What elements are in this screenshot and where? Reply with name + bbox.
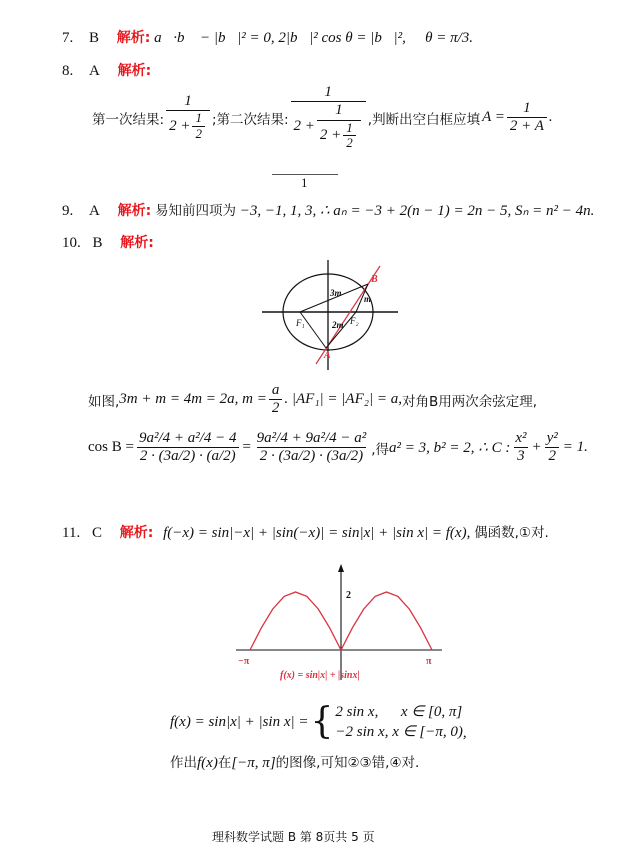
q8-conclusion-formula: A =: [482, 109, 505, 126]
q8-conclusion-frac-num: 1: [523, 99, 531, 116]
q8-first-frac-den: [166, 110, 210, 142]
q11-final-e: 的图像,可知②③错,④对.: [275, 755, 420, 771]
q10-ellipse-x-num: x²: [515, 430, 527, 446]
q10-ellipse-x-den: 3: [514, 447, 528, 465]
q9-answer: A: [89, 203, 100, 219]
page-break-number: 1: [301, 175, 308, 190]
fx-chart: [230, 562, 450, 690]
q11-formula: f(−x) = sin|−x| + |sin(−x)| = sin|x| + |sin x| = f(x),: [163, 525, 471, 541]
q8-second-inner-num: 1: [335, 102, 343, 119]
q11-tail: 偶函数,①对.: [474, 525, 549, 541]
q10-cos-frac1-den: 2 · (3a/2) · (a/2): [137, 447, 239, 465]
q10-cos-frac2-num: 9a²/4 + 9a²/4 − a²: [256, 430, 367, 446]
q8-first-fraction: [166, 93, 210, 142]
q10-cos-frac2-den: 2 · (3a/2) · (3a/2): [257, 447, 366, 465]
q11-final: [170, 752, 419, 774]
q10-cos-result: a² = 3, b² = 2, ∴ C :: [389, 440, 511, 457]
q10-line1-frac-den: 2: [269, 399, 283, 417]
q9-number: 9.: [62, 203, 74, 219]
q8-innermost-num: 1: [346, 119, 353, 135]
q10-line1: [88, 382, 537, 418]
q10-cos-frac2: [254, 430, 370, 466]
q8-conclusion-frac-den: 2 + A: [507, 117, 547, 135]
q8-innermost-den: 2: [343, 135, 356, 151]
q8-first-frac-inner: [192, 111, 205, 142]
q8-second-frac-den-lead: 2 +: [293, 118, 315, 135]
q10-label: 解析:: [120, 235, 154, 251]
q8-second-innermost-fraction: [343, 121, 356, 152]
q11-final-a: 作出: [170, 755, 197, 771]
q8-second-inner-lead: 2 +: [319, 127, 342, 144]
q11-brace: {: [310, 701, 334, 742]
q10-cos-line: [88, 430, 588, 466]
chart-xtick-neg-pi: −π: [238, 656, 250, 667]
q10-ellipse-plus: +: [531, 439, 542, 456]
q11-final-d: [−π, π]: [231, 755, 276, 771]
q11-case2: −2 sin x, x ∈ [−π, 0): [335, 724, 463, 740]
q8-first-result-label: 第一次结果:: [92, 111, 165, 128]
q11-label: 解析:: [119, 525, 154, 541]
q10-cos-equals: =: [241, 439, 252, 456]
q10-row: [62, 232, 154, 254]
q7-number: 7.: [62, 30, 74, 46]
q8-end: .: [548, 109, 553, 126]
q8-content: [92, 84, 553, 151]
label-B: B: [371, 274, 378, 285]
q10-ellipse-y-fraction: [544, 430, 561, 466]
q10-cos-result-cn: ,得: [371, 441, 390, 458]
q8-conclusion-text: ,判断出空白框应填: [367, 111, 481, 128]
q10-line1-prefix: 如图,: [88, 393, 120, 410]
q10-cos-frac1: [136, 430, 240, 466]
q8-label: 解析:: [117, 63, 152, 79]
q11-piecewise: [170, 702, 467, 742]
q7-answer: B: [89, 30, 100, 46]
q8-number: 8.: [62, 63, 74, 79]
q10-line1-fraction: [269, 382, 283, 418]
chart-y-arrow: [338, 564, 344, 572]
q11-piecewise-lead: f(x) = sin|x| + |sin x| =: [170, 713, 309, 730]
q8-row: [62, 60, 151, 82]
label-F2: F₂: [350, 316, 359, 326]
q8-answer: A: [89, 63, 100, 79]
label-F1: F₁: [296, 318, 305, 328]
q8-second-frac-num: 1: [324, 84, 332, 100]
q8-second-frac-den: [291, 101, 366, 151]
q10-ellipse-y-den: 2: [545, 447, 559, 465]
q10-ellipse-eq: = 1.: [562, 439, 588, 456]
q10-line1-formula: 3m + m = 4m = 2a, m =: [119, 391, 267, 408]
label-A: A: [324, 350, 331, 361]
q11-cases: [335, 702, 462, 742]
q10-line1-tail: 对角B用两次余弦定理,: [401, 393, 538, 410]
q8-conclusion-fraction: [507, 100, 547, 136]
label-2m: 2m: [332, 320, 344, 330]
page-footer: 理科数学试题 B 第 8页共 5 页: [212, 830, 375, 844]
q10-line1-rest: . |AF₁| = |AF₂| = a,: [284, 391, 402, 408]
q10-cos-lead: cos B =: [88, 439, 134, 456]
ellipse-figure: [260, 260, 400, 370]
q10-ellipse-x-fraction: [512, 430, 529, 466]
label-3m: 3m: [330, 288, 342, 298]
q11-final-c: 在: [217, 755, 232, 771]
q11-row: [62, 522, 549, 544]
q10-cos-frac1-num: 9a²/4 + a²/4 − 4: [138, 430, 237, 446]
q8-first-inner-den: 2: [192, 126, 205, 142]
q11-answer: C: [91, 525, 102, 541]
chart-caption: f(x) = sin|x| + |sinx|: [280, 670, 360, 681]
q9-text: 易知前四项为: [154, 203, 236, 219]
q11-case1: 2 sin x, x ∈ [0, π]: [335, 704, 463, 720]
q10-answer: B: [92, 235, 103, 251]
q8-second-inner-den: [317, 120, 361, 152]
q8-first-frac-num: 1: [184, 93, 192, 110]
q10-number: 10.: [62, 235, 81, 251]
q7-formula: a⃗·b⃗ − |b⃗|² = 0, 2|b⃗|² cos θ = |b⃗|², ∴ θ = π/3.: [154, 30, 474, 46]
q11-piecewise-end: ,: [462, 725, 467, 741]
q11-final-b: f(x): [197, 755, 218, 771]
q8-first-inner-num: 1: [195, 110, 202, 126]
q7-row: [62, 27, 473, 49]
label-m: m: [364, 294, 372, 304]
q9-formula: −3, −1, 1, 3, ∴ aₙ = −3 + 2(n − 1) = 2n − 5, Sₙ = n² − 4n.: [239, 203, 595, 219]
q9-row: [62, 200, 594, 222]
q7-label: 解析:: [116, 30, 151, 46]
q11-number: 11.: [62, 525, 81, 541]
q10-ellipse-y-num: y²: [546, 430, 558, 446]
q8-first-frac-den-lead: 2 +: [169, 118, 191, 135]
q9-label: 解析:: [117, 203, 152, 219]
q10-line1-frac-num: a: [271, 382, 280, 398]
q8-second-inner-fraction: [317, 102, 361, 151]
chart-ytick-2: 2: [346, 590, 351, 601]
chart-xtick-pi: π: [426, 656, 432, 667]
q8-second-result-label: ;第二次结果:: [211, 111, 289, 128]
q8-second-fraction: [291, 84, 366, 151]
